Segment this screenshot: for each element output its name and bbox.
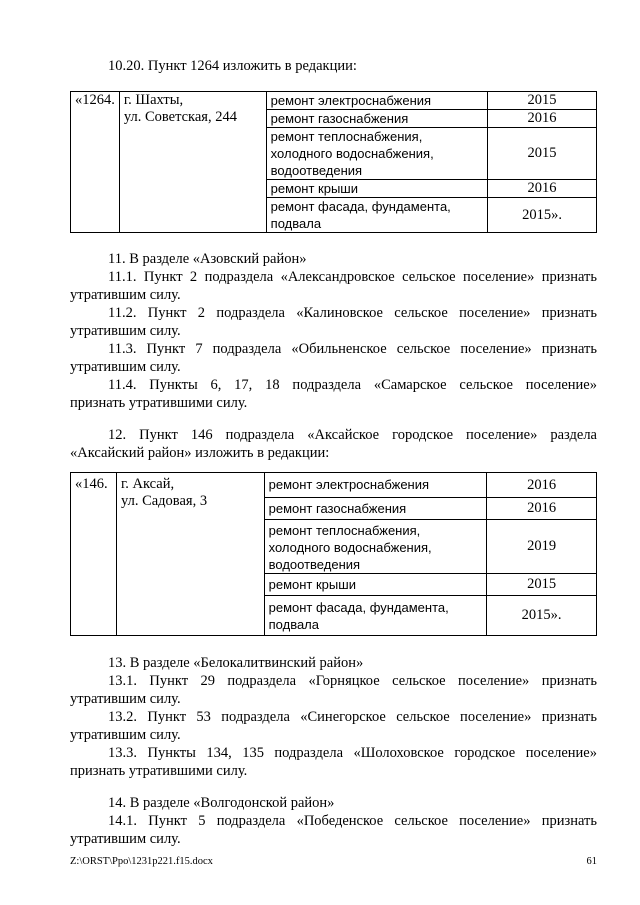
year-cell: 2015 (487, 574, 597, 596)
work-cell: ремонт теплоснабжения, холодного водоснабжения, водоотведения (264, 520, 487, 574)
year-cell: 2016 (487, 498, 597, 520)
paragraph-11-1-cont: утратившим силу. (70, 287, 181, 303)
paragraph-11-2-cont: утратившим силу. (70, 323, 181, 339)
year-cell: 2016 (487, 473, 597, 498)
work-cell: ремонт электроснабжения (264, 473, 487, 498)
year-cell: 2015 (488, 128, 597, 180)
year-cell: 2015 (488, 92, 597, 110)
paragraph-13-1: 13.1. Пункт 29 подраздела «Горняцкое сельское поселение» признать (108, 673, 597, 689)
paragraph-13-2: 13.2. Пункт 53 подраздела «Синегорское сельское поселение» признать (108, 709, 597, 725)
item-number: «1264. (71, 92, 120, 233)
paragraph-13: 13. В разделе «Белокалитвинский район» (108, 655, 364, 671)
address-cell: г. Шахты, ул. Советская, 244 (119, 92, 266, 233)
address-cell: г. Аксай, ул. Садовая, 3 (116, 473, 264, 636)
page-number: 61 (586, 856, 597, 867)
work-cell: ремонт крыши (264, 574, 487, 596)
paragraph-14-1-cont: утратившим силу. (70, 831, 181, 847)
work-cell: ремонт электроснабжения (266, 92, 487, 110)
paragraph-13-1-cont: утратившим силу. (70, 691, 181, 707)
paragraph-14-1: 14.1. Пункт 5 подраздела «Победенское сельское поселение» признать (108, 813, 597, 829)
paragraph-11-1: 11.1. Пункт 2 подраздела «Александровское сельское поселение» признать (108, 269, 597, 285)
paragraph-13-3-cont: признать утратившими силу. (70, 763, 248, 779)
item-number: «146. (71, 473, 117, 636)
paragraph-11-4: 11.4. Пункты 6, 17, 18 подраздела «Самарское сельское поселение» (108, 377, 597, 393)
work-cell: ремонт теплоснабжения, холодного водоснабжения, водоотведения (266, 128, 487, 180)
work-cell: ремонт фасада, фундамента, подвала (266, 198, 487, 233)
table-item-146 (70, 472, 597, 636)
paragraph-11: 11. В разделе «Азовский район» (108, 251, 307, 267)
table-item-1264 (70, 91, 597, 233)
paragraph-12-cont: «Аксайский район» изложить в редакции: (70, 445, 330, 461)
paragraph-11-4-cont: признать утратившими силу. (70, 395, 248, 411)
paragraph-14: 14. В разделе «Волгодонской район» (108, 795, 335, 811)
paragraph-10-20: 10.20. Пункт 1264 изложить в редакции: (108, 58, 357, 74)
paragraph-11-3: 11.3. Пункт 7 подраздела «Обильненское сельское поселение» признать (108, 341, 597, 357)
year-cell: 2015». (487, 596, 597, 636)
year-cell: 2019 (487, 520, 597, 574)
paragraph-11-3-cont: утратившим силу. (70, 359, 181, 375)
paragraph-13-3: 13.3. Пункты 134, 135 подраздела «Шолоховское городское поселение» (108, 745, 597, 761)
year-cell: 2016 (488, 110, 597, 128)
year-cell: 2015». (488, 198, 597, 233)
work-cell: ремонт газоснабжения (264, 498, 487, 520)
work-cell: ремонт газоснабжения (266, 110, 487, 128)
year-cell: 2016 (488, 180, 597, 198)
paragraph-11-2: 11.2. Пункт 2 подраздела «Калиновское сельское поселение» признать (108, 305, 597, 321)
work-cell: ремонт фасада, фундамента, подвала (264, 596, 487, 636)
footer-file-path: Z:\ORST\Ppo\1231p221.f15.docx (70, 856, 213, 867)
paragraph-13-2-cont: утратившим силу. (70, 727, 181, 743)
work-cell: ремонт крыши (266, 180, 487, 198)
paragraph-12: 12. Пункт 146 подраздела «Аксайское городское поселение» раздела (108, 427, 597, 443)
